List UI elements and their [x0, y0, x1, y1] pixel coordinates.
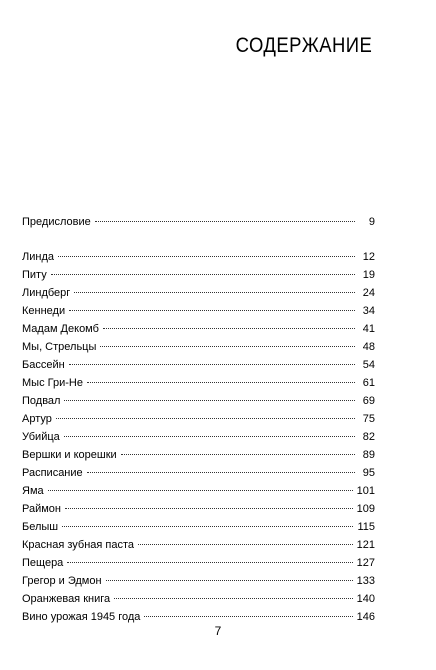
toc-entry-page: 140	[356, 593, 375, 605]
dot-leader	[74, 292, 355, 293]
dot-leader	[69, 364, 355, 365]
toc-entry-page: 115	[357, 521, 375, 533]
toc-entry	[22, 500, 375, 518]
toc-entry-title: Вино урожая 1945 года	[22, 611, 141, 623]
toc-entry-title: Линда	[22, 251, 54, 263]
toc-entry	[22, 590, 375, 608]
toc-entry-title: Кеннеди	[22, 305, 66, 317]
toc-entry	[22, 320, 375, 338]
toc-entry-title: Пещера	[22, 557, 64, 569]
toc-entry-title: Питу	[22, 269, 47, 281]
dot-leader	[114, 598, 353, 599]
toc-entry	[22, 518, 375, 536]
dot-leader	[87, 472, 355, 473]
page-number: 7	[214, 624, 222, 638]
toc-entry-title: Яма	[22, 485, 44, 497]
toc-entry	[22, 482, 375, 500]
toc-entry	[22, 464, 375, 482]
toc-entry-page: 89	[362, 449, 375, 461]
toc-entry	[22, 428, 375, 446]
toc-entry-page: 146	[356, 611, 375, 623]
toc-entry-page: 75	[362, 413, 375, 425]
toc-entry-title: Убийца	[22, 431, 60, 443]
toc-entry-title: Предисловие	[22, 216, 91, 228]
toc-entry	[22, 213, 375, 231]
dot-leader	[64, 400, 355, 401]
toc-entry	[22, 338, 375, 356]
dot-leader	[56, 418, 355, 419]
toc-entry	[22, 356, 375, 374]
toc-entry-page: 69	[362, 395, 375, 407]
dot-leader	[51, 274, 355, 275]
dot-leader	[121, 454, 355, 455]
toc-entry	[22, 446, 375, 464]
dot-leader	[138, 544, 353, 545]
dot-leader	[58, 256, 355, 257]
toc-entry	[22, 554, 375, 572]
toc-entry	[22, 392, 375, 410]
dot-leader	[64, 436, 355, 437]
page-title: СОДЕРЖАНИЕ	[235, 34, 372, 57]
dot-leader	[65, 508, 353, 509]
table-of-contents	[22, 213, 375, 626]
dot-leader	[95, 221, 355, 222]
toc-entry	[22, 572, 375, 590]
toc-entry-title: Оранжевая книга	[22, 593, 111, 605]
dot-leader	[103, 328, 355, 329]
toc-entry-page: 109	[356, 503, 375, 515]
toc-entry-title: Бассейн	[22, 359, 65, 371]
toc-entry-title: Подвал	[22, 395, 61, 407]
toc-entry-title: Белыш	[22, 521, 59, 533]
toc-entry	[22, 302, 375, 320]
toc-entry	[22, 410, 375, 428]
toc-entry-title: Линдберг	[22, 287, 71, 299]
toc-entry-page: 82	[362, 431, 375, 443]
toc-entry-page: 95	[362, 467, 375, 479]
toc-entry	[22, 266, 375, 284]
toc-entry	[22, 284, 375, 302]
dot-leader	[106, 580, 353, 581]
dot-leader	[62, 526, 353, 527]
toc-entry-page: 34	[362, 305, 375, 317]
toc-entry	[22, 248, 375, 266]
toc-entry-title: Артур	[22, 413, 52, 425]
toc-entry-title: Красная зубная паста	[22, 539, 135, 551]
toc-entry-title: Раймон	[22, 503, 61, 515]
toc-entry-page: 9	[368, 216, 375, 228]
toc-entry-page: 41	[362, 323, 375, 335]
toc-entry-page: 133	[356, 575, 375, 587]
toc-entry	[22, 536, 375, 554]
toc-entry-page: 127	[356, 557, 375, 569]
toc-entry-page: 19	[362, 269, 375, 281]
dot-leader	[69, 310, 355, 311]
toc-entry-page: 101	[356, 485, 375, 497]
dot-leader	[87, 382, 355, 383]
toc-entry-page: 24	[362, 287, 375, 299]
toc-entry-page: 121	[356, 539, 375, 551]
toc-entry-title: Расписание	[22, 467, 83, 479]
toc-entry-title: Мадам Декомб	[22, 323, 99, 335]
dot-leader	[67, 562, 352, 563]
toc-entry-title: Грегор и Эдмон	[22, 575, 102, 587]
dot-leader	[100, 346, 355, 347]
toc-entry-page: 48	[362, 341, 375, 353]
dot-leader	[48, 490, 353, 491]
dot-leader	[144, 616, 352, 617]
toc-entry-page: 12	[362, 251, 375, 263]
toc-entry	[22, 374, 375, 392]
toc-entry-page: 61	[362, 377, 375, 389]
toc-entry-page: 54	[362, 359, 375, 371]
toc-entry-title: Мы, Стрельцы	[22, 341, 97, 353]
toc-entry-title: Вершки и корешки	[22, 449, 117, 461]
toc-entry-title: Мыс Гри-Не	[22, 377, 83, 389]
